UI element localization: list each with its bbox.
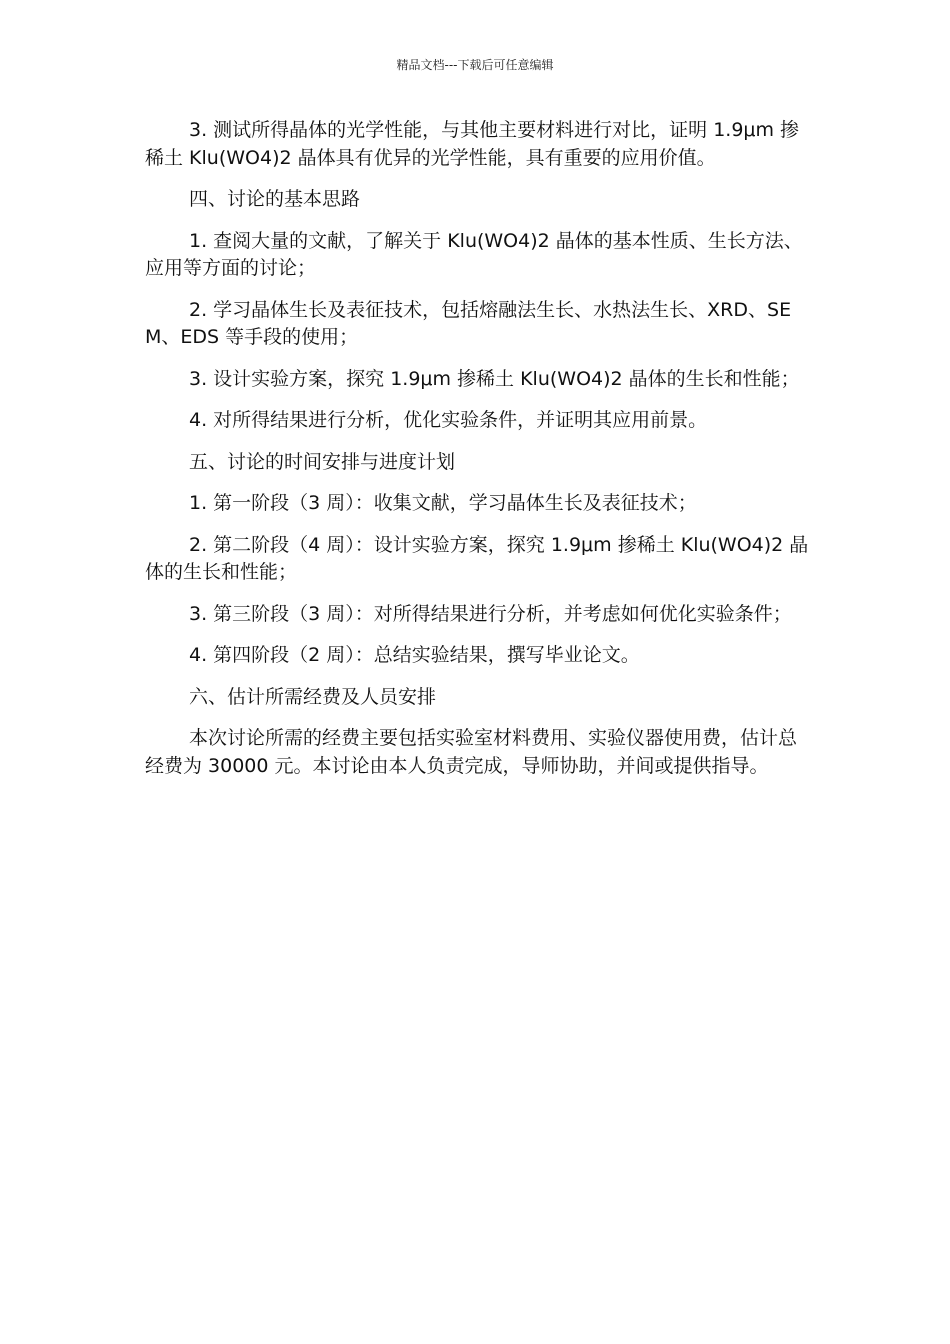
page-header: 精品文档---下载后可任意编辑 (396, 58, 554, 72)
paragraph-approach-4: 4. 对所得结果进行分析，优化实验条件，并证明其应用前景。 (189, 409, 708, 431)
paragraph-approach-2: 2. 学习晶体生长及表征技术，包括熔融法生长、水热法生长、XRD、SEM、EDS 等手段的使用； (145, 298, 792, 348)
paragraph-budget: 本次讨论所需的经费主要包括实验室材料费用、实验仪器使用费，估计总经费为 30000 元。本讨论由本人负责完成，导师协助，并间或提供指导。 (145, 727, 798, 777)
paragraph-approach-1: 1. 查阅大量的文献，了解关于 Klu(WO4)2 晶体的基本性质、生长方法、应用等方面的讨论； (145, 229, 803, 279)
paragraph-item-3-optics: 3. 测试所得晶体的光学性能，与其他主要材料进行对比，证明 1.9μm 掺稀土 Klu(WO4)2 晶体具有优异的光学性能，具有重要的应用价值。 (145, 119, 800, 169)
paragraph-schedule-2: 2. 第二阶段（4 周）：设计实验方案，探究 1.9μm 掺稀土 Klu(WO4)2 晶体的生长和性能； (145, 533, 809, 583)
paragraph-schedule-1: 1. 第一阶段（3 周）：收集文献，学习晶体生长及表征技术； (189, 492, 697, 514)
paragraph-schedule-3: 3. 第三阶段（3 周）：对所得结果进行分析，并考虑如何优化实验条件； (189, 602, 792, 625)
paragraph-approach-3: 3. 设计实验方案，探究 1.9μm 掺稀土 Klu(WO4)2 晶体的生长和性能； (189, 367, 800, 390)
section-heading-schedule: 五、讨论的时间安排与进度计划 (189, 450, 456, 473)
section-heading-budget: 六、估计所需经费及人员安排 (189, 685, 437, 708)
document-body (145, 117, 810, 794)
paragraph-schedule-4: 4. 第四阶段（2 周）：总结实验结果，撰写毕业论文。 (189, 644, 640, 666)
section-heading-approach: 四、讨论的基本思路 (189, 188, 361, 210)
